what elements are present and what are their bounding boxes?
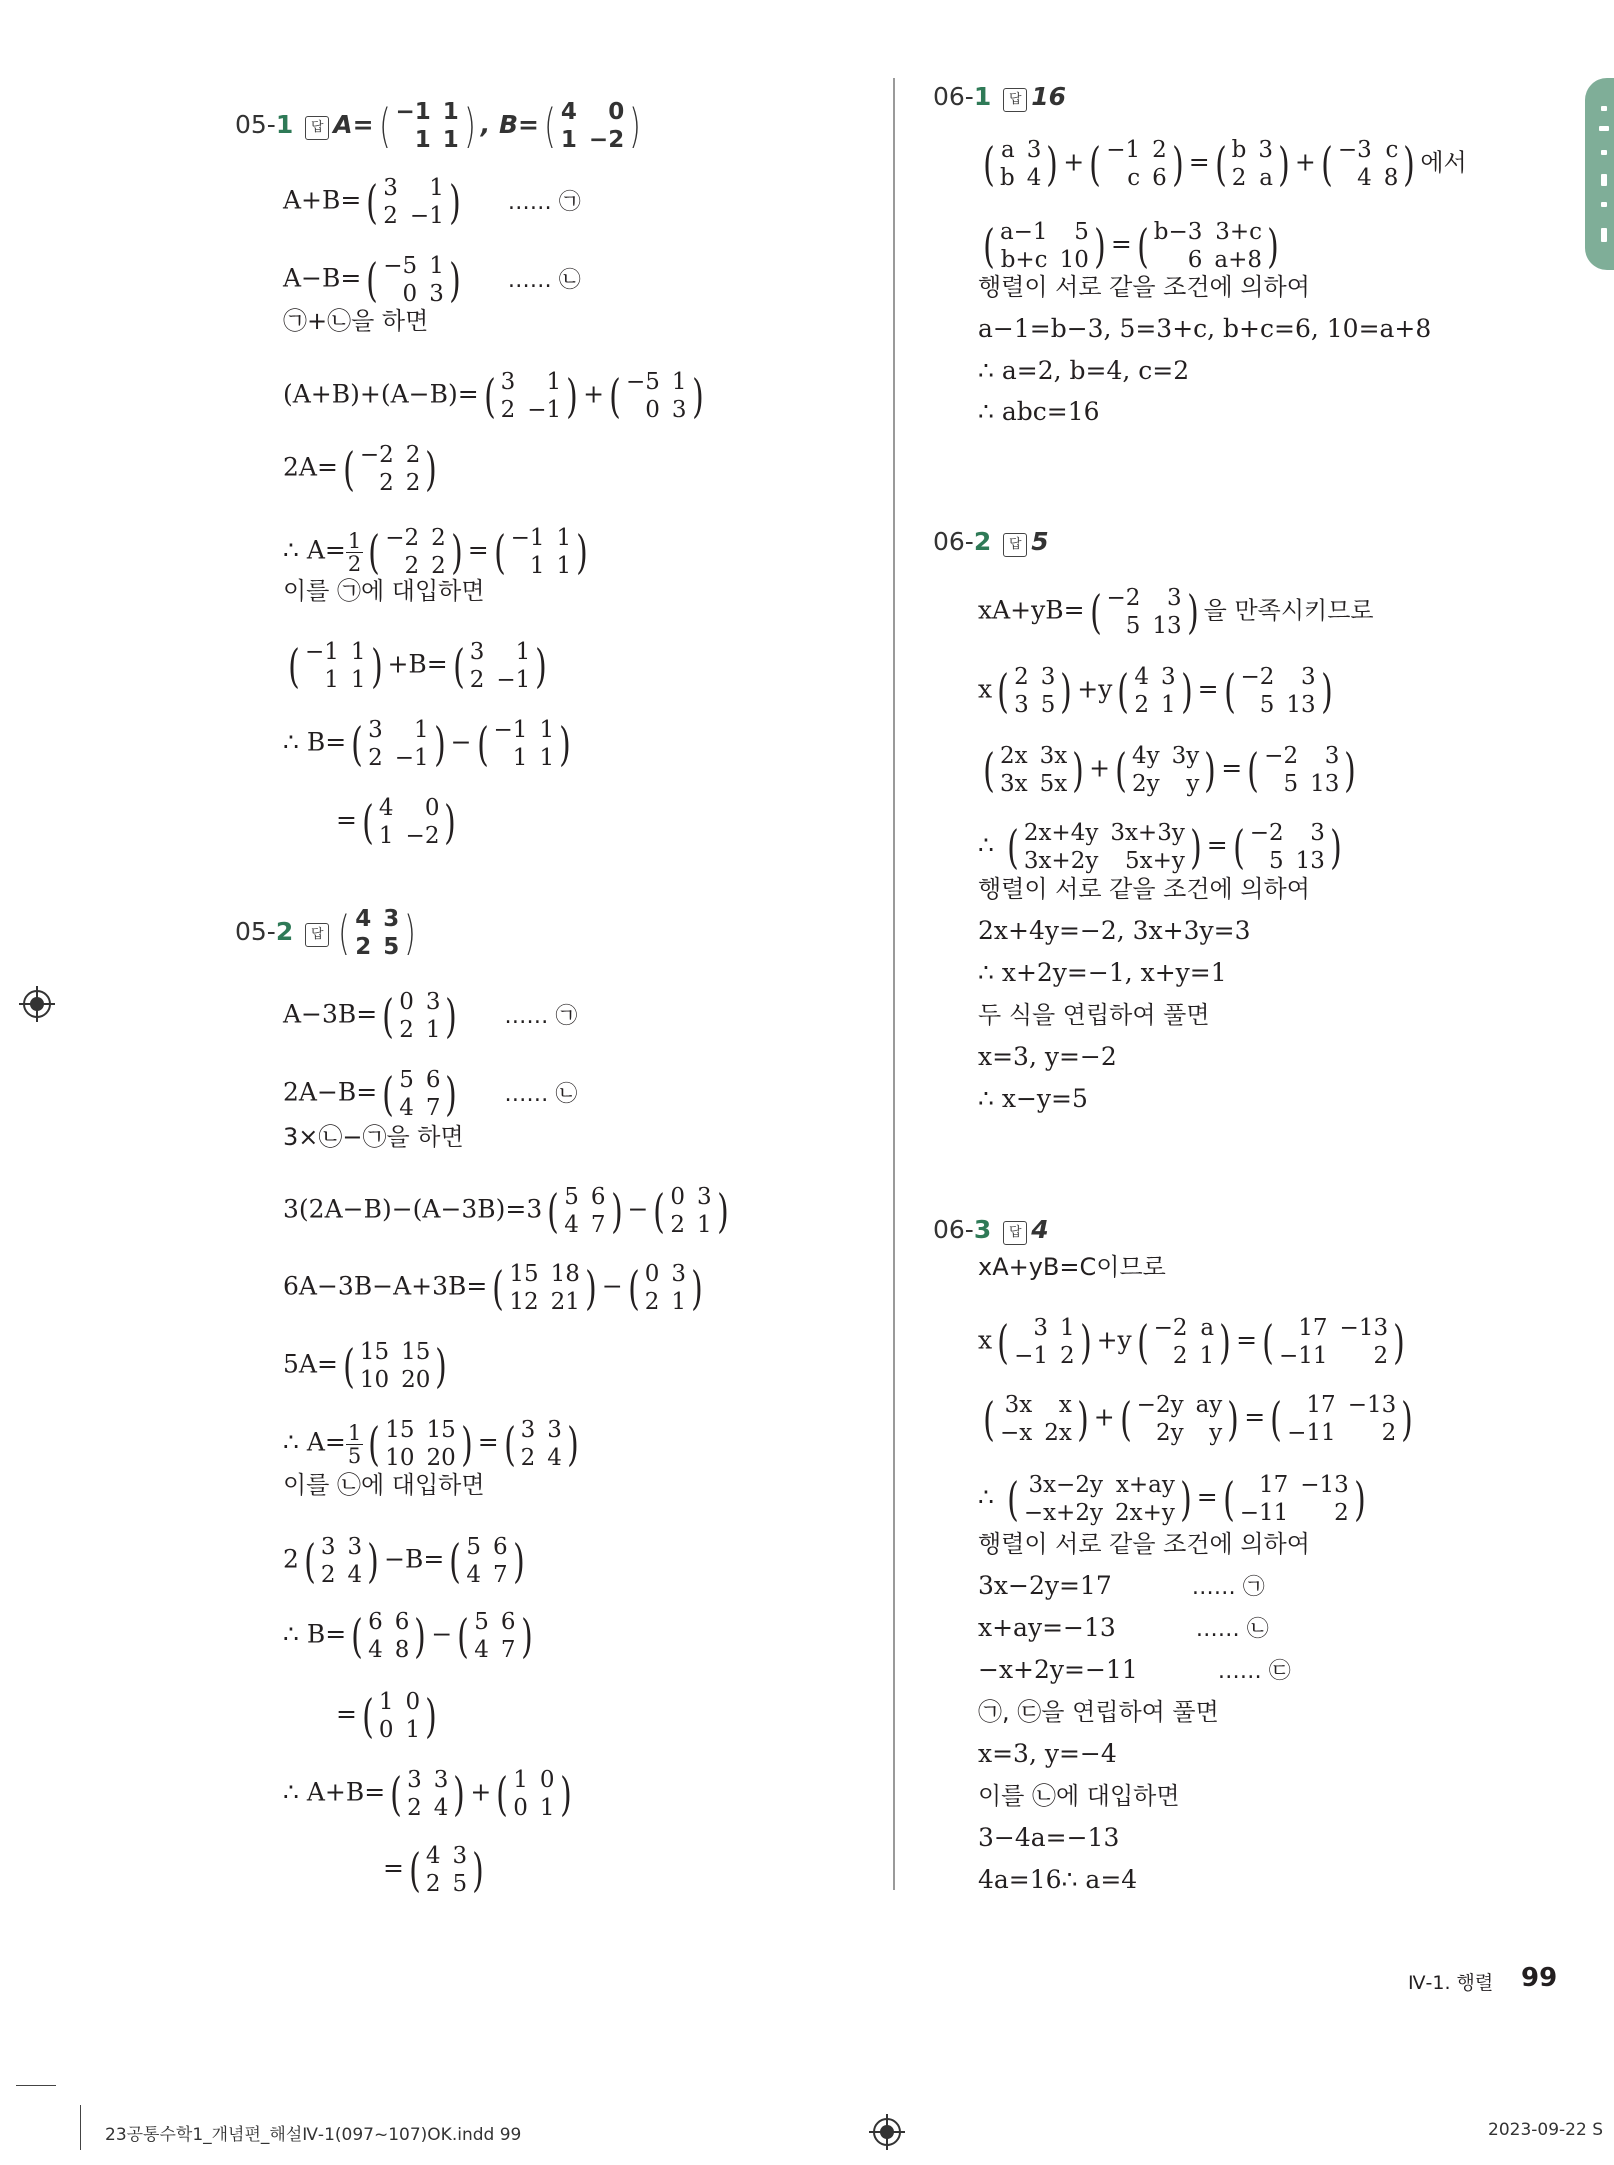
- solution-line: [283, 308, 428, 333]
- math-text: A−3B=: [283, 999, 378, 1029]
- solution-line: [978, 1471, 1371, 1527]
- answer-value: [1031, 1215, 1048, 1244]
- math-text: 3(2A−B)−(A−3B)=3: [283, 1194, 543, 1224]
- math-text: =: [1244, 1402, 1266, 1432]
- matrix: ( −1 2 c 6 ): [1089, 137, 1184, 191]
- math-text: =: [1236, 1325, 1258, 1355]
- math-text: 16: [1031, 82, 1067, 111]
- matrix: ( 5 6 4 7 ): [449, 1534, 525, 1588]
- solution-line: [978, 1002, 1210, 1027]
- equation-marker: …… ㉡: [1195, 1617, 1269, 1642]
- equation-marker: …… ㉡: [507, 267, 581, 293]
- matrix: ( −2y ay 2y y ): [1119, 1392, 1240, 1446]
- math-text: +: [1093, 1402, 1115, 1432]
- solution-line: [978, 819, 1347, 875]
- matrix: ( −2 3 5 13 ): [1247, 743, 1357, 797]
- solution-line: [978, 358, 1189, 383]
- solution-line: [978, 742, 1361, 798]
- math-text: ∴ B=: [283, 727, 347, 757]
- math-text: =: [477, 1427, 499, 1457]
- solution-line: [978, 218, 1284, 274]
- solution-line: [978, 584, 1374, 640]
- solution-line: [978, 1657, 1291, 1683]
- korean-text: ㉠+㉡을 하면: [283, 307, 429, 335]
- solution-line: [283, 1183, 734, 1239]
- matrix: ( 0 3 2 1 ): [653, 1184, 729, 1238]
- math-text: a−1=b−3, 5=3+c, b+c=6, 10=a+8: [978, 314, 1432, 343]
- matrix: ( 1 0 0 1 ): [496, 1767, 572, 1821]
- matrix: ( −3 c 4 8 ): [1321, 137, 1416, 191]
- solution-line: [978, 1699, 1219, 1724]
- slug-date: 2023-09-22 S: [1488, 2120, 1603, 2140]
- math-text: −x+2y=−11: [978, 1655, 1138, 1684]
- math-text: ∴ x−y=5: [978, 1084, 1088, 1113]
- fraction: $\frac{1}{2}$: [347, 528, 362, 576]
- math-text: −B=: [384, 1544, 445, 1574]
- solution-line: [978, 1615, 1269, 1641]
- matrix: ( 5 6 4 7 ): [547, 1184, 623, 1238]
- solution-line: [978, 316, 1431, 341]
- matrix: ( 1 0 0 1 ): [362, 1689, 437, 1743]
- solution-line: [978, 876, 1310, 901]
- matrix: ( 3x−2y x+ay −x+2y 2x+y ): [1007, 1472, 1192, 1526]
- answer-value: [333, 906, 421, 960]
- column-divider: [893, 78, 895, 1890]
- solution-line: [283, 988, 577, 1044]
- math-text: =: [1206, 830, 1228, 860]
- korean-text: 이를 ㉠에 대입하면: [283, 577, 485, 605]
- matrix: ( 4y 3y 2y y ): [1115, 743, 1217, 797]
- matrix: ( 3 3 2 4 ): [503, 1417, 579, 1471]
- registration-mark-icon: [23, 990, 51, 1018]
- matrix: ( −2 2 2 2 ): [343, 442, 438, 496]
- solution-line: [283, 1766, 577, 1822]
- korean-text: 행렬이 서로 같을 조건에 의하여: [978, 1530, 1310, 1558]
- matrix: ( 3 1 2 −1 ): [452, 639, 548, 693]
- math-text: 4: [1031, 1215, 1049, 1244]
- matrix: ( 4 3 2 5 ): [338, 906, 417, 960]
- matrix: ( 3 1 2 −1 ): [351, 717, 446, 771]
- math-text: x+ay=−13: [978, 1613, 1116, 1642]
- math-text: A=: [333, 110, 374, 139]
- solution-line: [978, 1825, 1119, 1850]
- slug-filename: 23공통수학1_개념편_해설Ⅳ-1(097~107)OK.indd 99: [105, 2125, 522, 2145]
- math-text: =: [1197, 674, 1219, 704]
- matrix: ( 15 15 10 20 ): [368, 1417, 473, 1471]
- math-text: +: [1089, 753, 1111, 783]
- matrix: ( −2 3 5 13 ): [1089, 585, 1199, 639]
- math-text: =: [1188, 147, 1210, 177]
- solution-line: [978, 960, 1227, 985]
- korean-text: xA+yB=C이므로: [978, 1253, 1166, 1281]
- solution-line: [336, 794, 461, 850]
- korean-text: 에서: [1420, 148, 1467, 177]
- problem-header: 06-3 답 4: [933, 1215, 1049, 1244]
- math-text: =: [336, 1699, 357, 1729]
- math-text: ∴ x+2y=−1, x+y=1: [978, 958, 1227, 987]
- korean-text: 을 만족시키므로: [1203, 596, 1374, 625]
- solution-line: [336, 1688, 442, 1744]
- math-text: x=3, y=−2: [978, 1042, 1117, 1071]
- solution-line: [383, 1842, 489, 1898]
- math-text: 5A=: [283, 1349, 338, 1379]
- math-text: ∴ abc=16: [978, 397, 1100, 426]
- slug-divider: [80, 2105, 81, 2150]
- solution-line: [978, 1867, 1137, 1892]
- math-text: ∴: [978, 1482, 1002, 1512]
- math-text: ∴ B=: [283, 1619, 347, 1649]
- matrix: ( 4 3 2 1 ): [1117, 664, 1193, 718]
- math-text: 3x−2y=17: [978, 1571, 1112, 1600]
- math-text: ∴ A=: [283, 1427, 346, 1457]
- math-text: A−B=: [283, 263, 362, 293]
- solution-line: [283, 716, 576, 772]
- matrix: ( 15 18 12 21 ): [492, 1261, 597, 1315]
- matrix: ( −1 1 1 1 ): [288, 639, 383, 693]
- math-text: 5: [1031, 527, 1049, 556]
- math-text: ∴ A+B=: [283, 1777, 386, 1807]
- matrix: ( 15 15 10 20 ): [343, 1339, 448, 1393]
- solution-line: [978, 1741, 1117, 1766]
- math-text: +B=: [387, 649, 448, 679]
- problem-header: 06-1 답 16: [933, 82, 1067, 111]
- equation-marker: …… ㉠: [504, 1003, 578, 1029]
- matrix: ( b 3 2 a ): [1214, 137, 1290, 191]
- math-text: 2A−B=: [283, 1077, 378, 1107]
- solution-line: [283, 1260, 708, 1316]
- matrix: ( 3 3 2 4 ): [390, 1767, 466, 1821]
- solution-line: [283, 441, 442, 497]
- matrix: ( 3 1 2 −1 ): [366, 175, 461, 229]
- math-text: ∴: [978, 830, 1002, 860]
- matrix: ( −2 3 5 13 ): [1223, 664, 1333, 718]
- matrix: ( 0 3 2 1 ): [627, 1261, 703, 1315]
- korean-text: 행렬이 서로 같을 조건에 의하여: [978, 875, 1310, 903]
- answer-value: [1031, 82, 1066, 111]
- solution-line: [283, 252, 581, 308]
- matrix: ( −2 a 2 1 ): [1136, 1315, 1231, 1369]
- matrix: ( 6 6 4 8 ): [351, 1609, 427, 1663]
- matrix: ( −1 1 1 1 ): [378, 99, 476, 153]
- math-text: +: [583, 379, 605, 409]
- equation-marker: …… ㉠: [1191, 1575, 1265, 1600]
- solution-line: [978, 1044, 1117, 1069]
- solution-line: [978, 663, 1338, 719]
- running-head: Ⅳ-1. 행렬: [1408, 1972, 1494, 1994]
- matrix: ( 2x 3x 3x 5x ): [983, 743, 1084, 797]
- page-number: 99: [1521, 1963, 1558, 1993]
- problem-header: 05-1 답 A= ( −1 1 1 1 ) , B= ( 4 0 1 −2 ): [235, 98, 646, 154]
- matrix: ( −5 1 0 3 ): [609, 369, 704, 423]
- korean-text: ㉠, ㉢을 연립하여 풀면: [978, 1698, 1219, 1726]
- math-text: =: [383, 1853, 404, 1883]
- matrix: ( 3 1 −1 2 ): [997, 1315, 1092, 1369]
- math-text: (A+B)+(A−B)=: [283, 379, 479, 409]
- math-text: 3−4a=−13: [978, 1823, 1120, 1852]
- math-text: −: [601, 1271, 623, 1301]
- solution-line: [283, 1338, 452, 1394]
- matrix: ( 3x x −x 2x ): [983, 1392, 1089, 1446]
- matrix: ( a 3 b 4 ): [983, 137, 1059, 191]
- matrix: ( 2x+4y 3x+3y 3x+2y 5x+y ): [1007, 820, 1202, 874]
- math-text: =: [1221, 753, 1243, 783]
- solution-line: [978, 1531, 1310, 1556]
- math-text: 6A−3B−A+3B=: [283, 1271, 488, 1301]
- solution-line: [978, 1573, 1265, 1599]
- solution-line: [978, 1254, 1166, 1279]
- math-text: =: [1110, 229, 1132, 259]
- math-text: ∴ a=4: [1061, 1865, 1138, 1894]
- math-text: =: [467, 535, 489, 565]
- math-text: x: [978, 674, 993, 704]
- math-text: x=3, y=−4: [978, 1739, 1117, 1768]
- korean-text: 이를 ㉡에 대입하면: [283, 1471, 485, 1499]
- matrix: ( −1 1 1 1 ): [493, 525, 588, 579]
- slug-rule: [16, 2085, 56, 2086]
- matrix: ( 4 0 1 −2 ): [362, 795, 457, 849]
- korean-text: 행렬이 서로 같을 조건에 의하여: [978, 273, 1310, 301]
- korean-text: 이를 ㉡에 대입하면: [978, 1782, 1180, 1810]
- solution-line: [978, 1391, 1418, 1447]
- math-text: =: [336, 805, 357, 835]
- solution-line: [283, 1472, 485, 1497]
- matrix: ( −2 2 2 2 ): [368, 525, 463, 579]
- matrix: ( 17 −13 −11 2 ): [1262, 1315, 1405, 1369]
- math-text: ∴ a=2, b=4, c=2: [978, 356, 1190, 385]
- matrix: ( 17 −13 −11 2 ): [1270, 1392, 1414, 1446]
- equation-marker: …… ㉢: [1217, 1659, 1291, 1684]
- korean-text: 두 식을 연립하여 풀면: [978, 1001, 1210, 1029]
- korean-text: 3×㉡−㉠을 하면: [283, 1123, 464, 1151]
- solution-line: [283, 368, 709, 424]
- math-text: A+B=: [283, 185, 362, 215]
- matrix: ( 5 6 4 7 ): [457, 1609, 533, 1663]
- problem-header: 05-2 답 ( 4 3 2 5 ): [235, 905, 421, 961]
- math-text: , B=: [480, 110, 539, 139]
- math-text: +: [1063, 147, 1085, 177]
- matrix: ( 3 3 2 4 ): [304, 1534, 379, 1588]
- registration-mark-icon: [873, 2118, 901, 2146]
- solution-line: [283, 1416, 584, 1472]
- answer-value: [1031, 527, 1048, 556]
- matrix: ( 4 0 1 −2 ): [544, 99, 642, 153]
- matrix: ( 4 3 2 5 ): [409, 1843, 484, 1897]
- solution-line: [978, 1783, 1180, 1808]
- math-text: =: [1196, 1482, 1218, 1512]
- solution-line: [283, 1124, 464, 1149]
- equation-marker: …… ㉠: [507, 189, 581, 215]
- math-text: +: [470, 1777, 492, 1807]
- math-text: x: [978, 1325, 993, 1355]
- solution-line: [978, 136, 1467, 192]
- matrix: ( b−3 3+c 6 a+8 ): [1136, 219, 1279, 273]
- solution-line: [283, 1533, 530, 1589]
- solution-line: [283, 174, 581, 230]
- solution-line: [283, 1608, 538, 1664]
- solution-line: [283, 524, 593, 580]
- solution-line: [283, 578, 485, 603]
- math-text: +y: [1096, 1325, 1132, 1355]
- matrix: ( 0 3 2 1 ): [382, 989, 458, 1043]
- math-text: −: [627, 1194, 649, 1224]
- solution-line: [283, 1066, 577, 1122]
- math-text: 2: [283, 1544, 299, 1574]
- math-text: +y: [1077, 674, 1113, 704]
- math-text: 2A=: [283, 452, 338, 482]
- fraction: $\frac{1}{5}$: [347, 1420, 362, 1468]
- math-text: xA+yB=: [978, 595, 1085, 625]
- math-text: 2x+4y=−2, 3x+3y=3: [978, 916, 1251, 945]
- section-tab: [1585, 78, 1614, 270]
- math-text: 4a=16: [978, 1865, 1062, 1894]
- solution-line: [978, 399, 1100, 424]
- math-text: +: [1294, 147, 1316, 177]
- math-text: −: [431, 1619, 453, 1649]
- matrix: ( 2 3 3 5 ): [997, 664, 1073, 718]
- matrix: ( 17 −13 −11 2 ): [1222, 1472, 1366, 1526]
- matrix: ( −1 1 1 1 ): [476, 717, 571, 771]
- math-text: −: [450, 727, 472, 757]
- solution-line: [978, 274, 1310, 299]
- solution-line: [978, 1314, 1410, 1370]
- solution-line: [978, 918, 1251, 943]
- matrix: ( −5 1 0 3 ): [366, 253, 461, 307]
- matrix: ( a−1 5 b+c 10 ): [983, 219, 1106, 273]
- matrix: ( 5 6 4 7 ): [382, 1067, 458, 1121]
- solution-line: [283, 638, 552, 694]
- solution-line: [978, 1086, 1088, 1111]
- problem-header: 06-2 답 5: [933, 527, 1049, 556]
- equation-marker: …… ㉡: [504, 1081, 578, 1107]
- matrix: ( 3 1 2 −1 ): [483, 369, 578, 423]
- math-text: ∴ A=: [283, 535, 346, 565]
- matrix: ( −2 3 5 13 ): [1232, 820, 1342, 874]
